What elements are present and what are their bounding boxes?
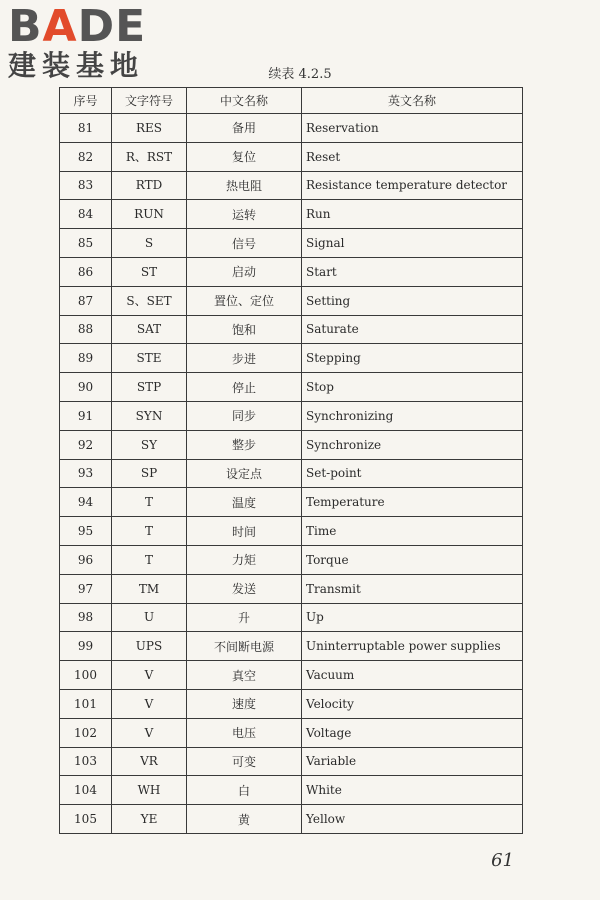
- cell-no: 103: [60, 747, 112, 776]
- cell-english-name: Run: [302, 200, 523, 229]
- cell-chinese-name: 停止: [187, 373, 302, 402]
- cell-english-name: Uninterruptable power supplies: [302, 632, 523, 661]
- cell-no: 100: [60, 661, 112, 690]
- table-row: [60, 257, 523, 286]
- cell-chinese-name: 热电阻: [187, 171, 302, 200]
- cell-no: 94: [60, 488, 112, 517]
- cell-chinese-name: 升: [187, 603, 302, 632]
- cell-english-name: Setting: [302, 286, 523, 315]
- cell-chinese-name: 力矩: [187, 545, 302, 574]
- page-number: 61: [491, 850, 514, 871]
- cell-chinese-name: 真空: [187, 661, 302, 690]
- cell-symbol: YE: [112, 805, 187, 834]
- cell-no: 104: [60, 776, 112, 805]
- table-row: [60, 373, 523, 402]
- cell-english-name: Saturate: [302, 315, 523, 344]
- cell-chinese-name: 饱和: [187, 315, 302, 344]
- cell-english-name: Temperature: [302, 488, 523, 517]
- cell-english-name: Synchronize: [302, 430, 523, 459]
- cell-no: 101: [60, 689, 112, 718]
- cell-symbol: RES: [112, 114, 187, 143]
- cell-english-name: Stop: [302, 373, 523, 402]
- table-row: [60, 114, 523, 143]
- table-row: [60, 776, 523, 805]
- cell-chinese-name: 黄: [187, 805, 302, 834]
- cell-chinese-name: 置位、定位: [187, 286, 302, 315]
- table-row: [60, 805, 523, 834]
- table-row: [60, 459, 523, 488]
- cell-symbol: S、SET: [112, 286, 187, 315]
- cell-english-name: Signal: [302, 229, 523, 258]
- table-row: [60, 315, 523, 344]
- table-row: [60, 430, 523, 459]
- cell-no: 97: [60, 574, 112, 603]
- cell-no: 92: [60, 430, 112, 459]
- cell-english-name: Up: [302, 603, 523, 632]
- cell-chinese-name: 电压: [187, 718, 302, 747]
- table-caption: 续表 4.2.5: [268, 67, 332, 82]
- cell-no: 98: [60, 603, 112, 632]
- table-row: [60, 171, 523, 200]
- cell-chinese-name: 温度: [187, 488, 302, 517]
- cell-no: 96: [60, 545, 112, 574]
- table-row: [60, 718, 523, 747]
- cell-english-name: Time: [302, 517, 523, 546]
- cell-symbol: WH: [112, 776, 187, 805]
- header-english-name: 英文名称: [302, 88, 523, 114]
- cell-symbol: ST: [112, 257, 187, 286]
- cell-english-name: Stepping: [302, 344, 523, 373]
- header-chinese-name: 中文名称: [187, 88, 302, 114]
- cell-english-name: Voltage: [302, 718, 523, 747]
- cell-chinese-name: 可变: [187, 747, 302, 776]
- cell-chinese-name: 信号: [187, 229, 302, 258]
- table-row: [60, 574, 523, 603]
- table-row: [60, 545, 523, 574]
- table-row: [60, 286, 523, 315]
- cell-symbol: S: [112, 229, 187, 258]
- table-row: [60, 142, 523, 171]
- cell-english-name: White: [302, 776, 523, 805]
- table-row: [60, 747, 523, 776]
- cell-symbol: T: [112, 545, 187, 574]
- cell-chinese-name: 速度: [187, 689, 302, 718]
- cell-symbol: V: [112, 718, 187, 747]
- cell-english-name: Yellow: [302, 805, 523, 834]
- cell-no: 82: [60, 142, 112, 171]
- cell-no: 105: [60, 805, 112, 834]
- cell-symbol: RUN: [112, 200, 187, 229]
- cell-chinese-name: 备用: [187, 114, 302, 143]
- cell-symbol: RTD: [112, 171, 187, 200]
- cell-english-name: Velocity: [302, 689, 523, 718]
- table-row: [60, 488, 523, 517]
- cell-no: 88: [60, 315, 112, 344]
- cell-symbol: TM: [112, 574, 187, 603]
- cell-chinese-name: 设定点: [187, 459, 302, 488]
- cell-english-name: Torque: [302, 545, 523, 574]
- cell-chinese-name: 白: [187, 776, 302, 805]
- cell-english-name: Transmit: [302, 574, 523, 603]
- cell-no: 84: [60, 200, 112, 229]
- cell-no: 102: [60, 718, 112, 747]
- logo-wordmark: BADE: [8, 1, 147, 52]
- cell-chinese-name: 同步: [187, 401, 302, 430]
- cell-english-name: Set-point: [302, 459, 523, 488]
- logo-subtitle: 建装基地: [8, 49, 145, 82]
- cell-no: 89: [60, 344, 112, 373]
- cell-chinese-name: 运转: [187, 200, 302, 229]
- cell-no: 83: [60, 171, 112, 200]
- cell-english-name: Resistance temperature detector: [302, 171, 523, 200]
- cell-symbol: SYN: [112, 401, 187, 430]
- cell-chinese-name: 时间: [187, 517, 302, 546]
- cell-symbol: SP: [112, 459, 187, 488]
- table-header-row: [60, 88, 523, 114]
- cell-symbol: R、RST: [112, 142, 187, 171]
- cell-symbol: STP: [112, 373, 187, 402]
- table-row: [60, 229, 523, 258]
- cell-symbol: V: [112, 689, 187, 718]
- cell-english-name: Reset: [302, 142, 523, 171]
- table-row: [60, 401, 523, 430]
- cell-no: 87: [60, 286, 112, 315]
- cell-symbol: SY: [112, 430, 187, 459]
- table-row: [60, 603, 523, 632]
- cell-no: 99: [60, 632, 112, 661]
- cell-chinese-name: 步进: [187, 344, 302, 373]
- cell-english-name: Start: [302, 257, 523, 286]
- header-no: 序号: [60, 88, 112, 114]
- table-row: [60, 661, 523, 690]
- cell-chinese-name: 启动: [187, 257, 302, 286]
- cell-no: 93: [60, 459, 112, 488]
- cell-english-name: Synchronizing: [302, 401, 523, 430]
- cell-no: 91: [60, 401, 112, 430]
- table-row: [60, 344, 523, 373]
- cell-chinese-name: 整步: [187, 430, 302, 459]
- symbol-table: [59, 87, 523, 834]
- table-row: [60, 517, 523, 546]
- cell-no: 95: [60, 517, 112, 546]
- cell-no: 86: [60, 257, 112, 286]
- table-row: [60, 200, 523, 229]
- cell-symbol: T: [112, 517, 187, 546]
- cell-no: 85: [60, 229, 112, 258]
- table-row: [60, 632, 523, 661]
- cell-symbol: UPS: [112, 632, 187, 661]
- cell-symbol: STE: [112, 344, 187, 373]
- cell-chinese-name: 复位: [187, 142, 302, 171]
- table-row: [60, 689, 523, 718]
- cell-symbol: SAT: [112, 315, 187, 344]
- header-symbol: 文字符号: [112, 88, 187, 114]
- cell-symbol: T: [112, 488, 187, 517]
- cell-symbol: U: [112, 603, 187, 632]
- cell-symbol: VR: [112, 747, 187, 776]
- cell-chinese-name: 发送: [187, 574, 302, 603]
- cell-chinese-name: 不间断电源: [187, 632, 302, 661]
- cell-english-name: Variable: [302, 747, 523, 776]
- cell-english-name: Vacuum: [302, 661, 523, 690]
- cell-no: 90: [60, 373, 112, 402]
- cell-symbol: V: [112, 661, 187, 690]
- cell-no: 81: [60, 114, 112, 143]
- cell-english-name: Reservation: [302, 114, 523, 143]
